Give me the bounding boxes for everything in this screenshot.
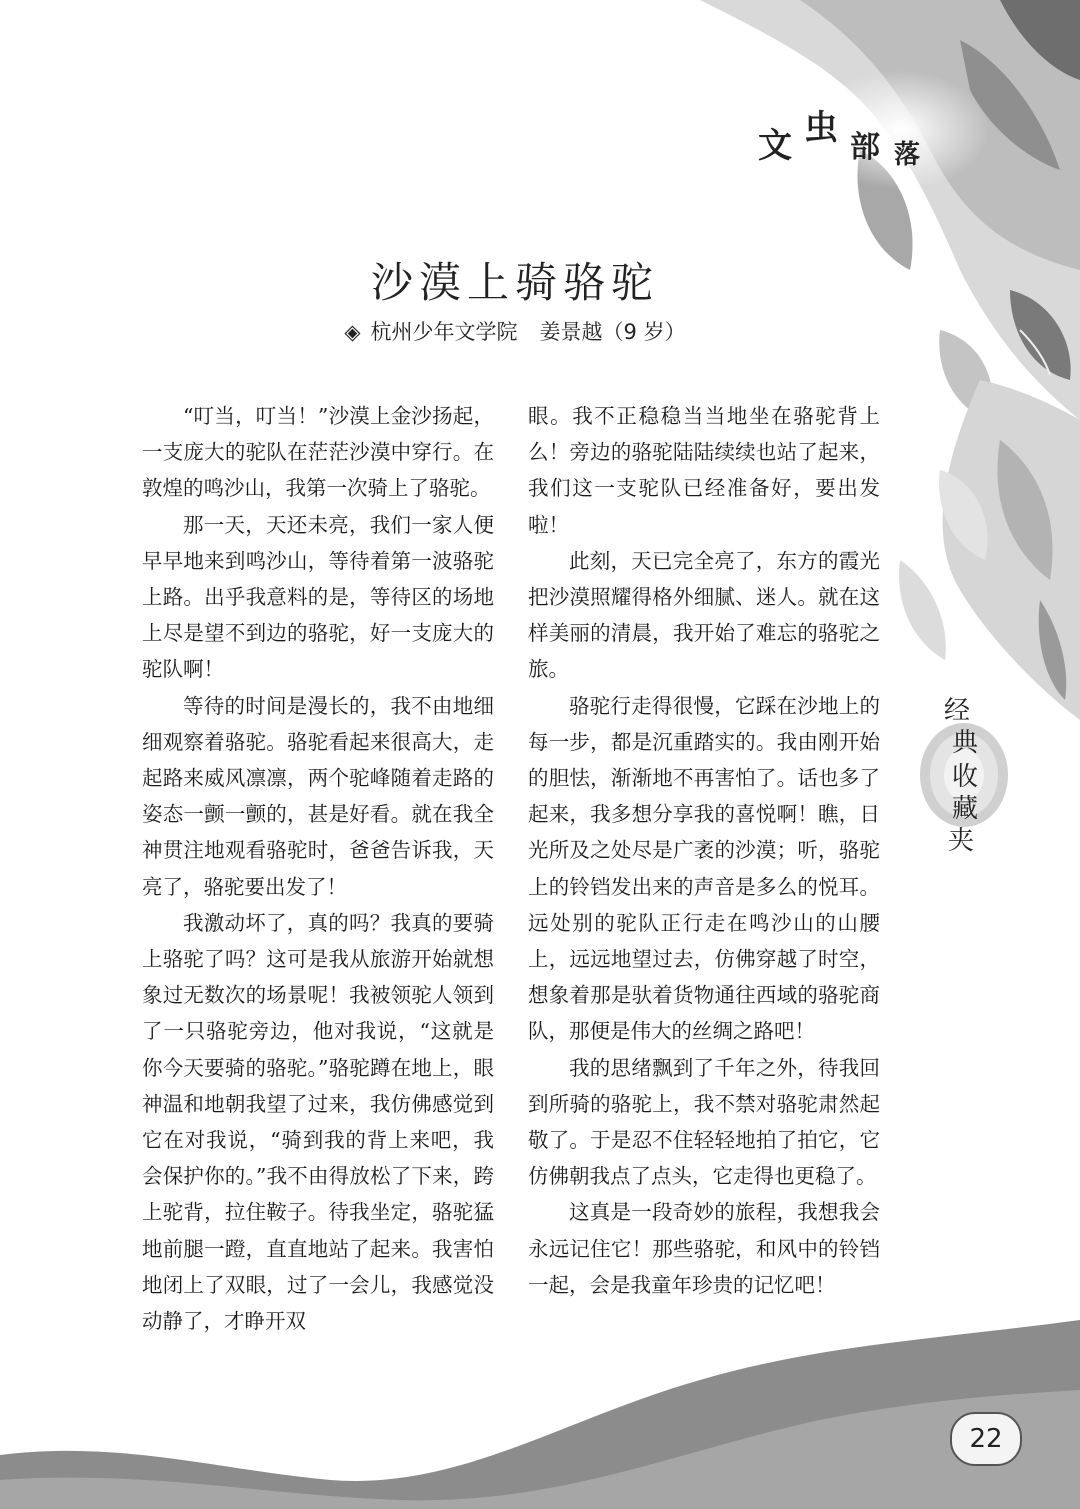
section-header-logo <box>758 100 948 170</box>
page-number: 22 <box>950 1412 1022 1466</box>
paragraph: 此刻，天已完全亮了，东方的霞光把沙漠照耀得格外细腻、迷人。就在这样美丽的清晨，我开始了难忘的骆驼之旅。 <box>528 548 880 682</box>
badge-char-3: 收 <box>952 762 979 792</box>
badge-char-2: 典 <box>952 728 979 758</box>
paragraph: “叮当，叮当！”沙漠上金沙扬起，一支庞大的驼队在茫茫沙漠中穿行。在敦煌的鸣沙山，我第一次骑上了骆驼。 <box>142 404 494 501</box>
badge-char-1: 经 <box>944 696 971 726</box>
author-name: 姜景越（9 岁） <box>539 320 686 344</box>
article-column-left <box>142 398 494 1339</box>
article-byline <box>0 316 1030 346</box>
article-column-right <box>528 398 880 1303</box>
paragraph: 等待的时间是漫长的，我不由地细细观察着骆驼。骆驼看起来很高大，走起路来威风凛凛，两个驼峰随着走路的姿态一颤一颤的，甚是好看。就在我全神贯注地观看骆驼时，爸爸告诉我，天亮了，骆驼要出发了！ <box>142 693 494 899</box>
paragraph: 那一天，天还未亮，我们一家人便早早地来到鸣沙山，等待着第一波骆驼上路。出乎我意料的是，等待区的场地上尽是望不到边的骆驼，好一支庞大的驼队啊！ <box>142 512 494 682</box>
diamond-bullet-icon: ◈ <box>344 320 361 344</box>
badge-char-4: 藏 <box>952 794 979 824</box>
badge-char-5: 夹 <box>948 826 975 856</box>
paragraph-continuation: 眼。我不正稳稳当当地坐在骆驼背上么！旁边的骆驼陆陆续续也站了起来，我们这一支驼队已经准备好，要出发啦！ <box>528 404 880 537</box>
section-char-2: 虫 <box>804 108 838 148</box>
classic-collection-badge <box>912 690 1012 860</box>
paragraph: 这真是一段奇妙的旅程，我想我会永远记住它！那些骆驼，和风中的铃铛一起，会是我童年珍贵的记忆吧！ <box>528 1200 880 1297</box>
paragraph: 骆驼行走得很慢，它踩在沙地上的每一步，都是沉重踏实的。我由刚开始的胆怯，渐渐地不再害怕了。话也多了起来，我多想分享我的喜悦啊！瞧，日光所及之处尽是广袤的沙漠；听，骆驼上的铃铛发出来的声音是多么的悦耳。远处别的驼队正行走在鸣沙山的山腰上，远远地望过去，仿佛穿越了时空，想象着那是驮着货物通往西域的骆驼商队，那便是伟大的丝绸之路吧！ <box>528 693 880 1044</box>
paragraph: 我的思绪飘到了千年之外，待我回到所骑的骆驼上，我不禁对骆驼肃然起敬了。于是忍不住轻轻地拍了拍它，它仿佛朝我点了点头，它走得也更稳了。 <box>528 1055 880 1189</box>
article-title: 沙漠上骑骆驼 <box>370 258 659 308</box>
section-char-1: 文 <box>758 126 792 166</box>
section-char-4: 落 <box>894 140 921 170</box>
paragraph: 我激动坏了，真的吗？我真的要骑上骆驼了吗？这可是我从旅游开始就想象过无数次的场景呢！我被领驼人领到了一只骆驼旁边，他对我说，“这就是你今天要骑的骆驼。”骆驼蹲在地上，眼神温和地朝我望了过来，我仿佛感觉到它在对我说，“骑到我的背上来吧，我会保护你的。”我不由得放松了下来，跨上驼背，拉住鞍子。待我坐定，骆驼猛地前腿一蹬，直直地站了起来。我害怕地闭上了双眼，过了一会儿，我感觉没动静了，才睁开双 <box>142 910 494 1334</box>
section-char-3: 部 <box>850 130 880 165</box>
author-school: 杭州少年文学院 <box>370 320 518 344</box>
